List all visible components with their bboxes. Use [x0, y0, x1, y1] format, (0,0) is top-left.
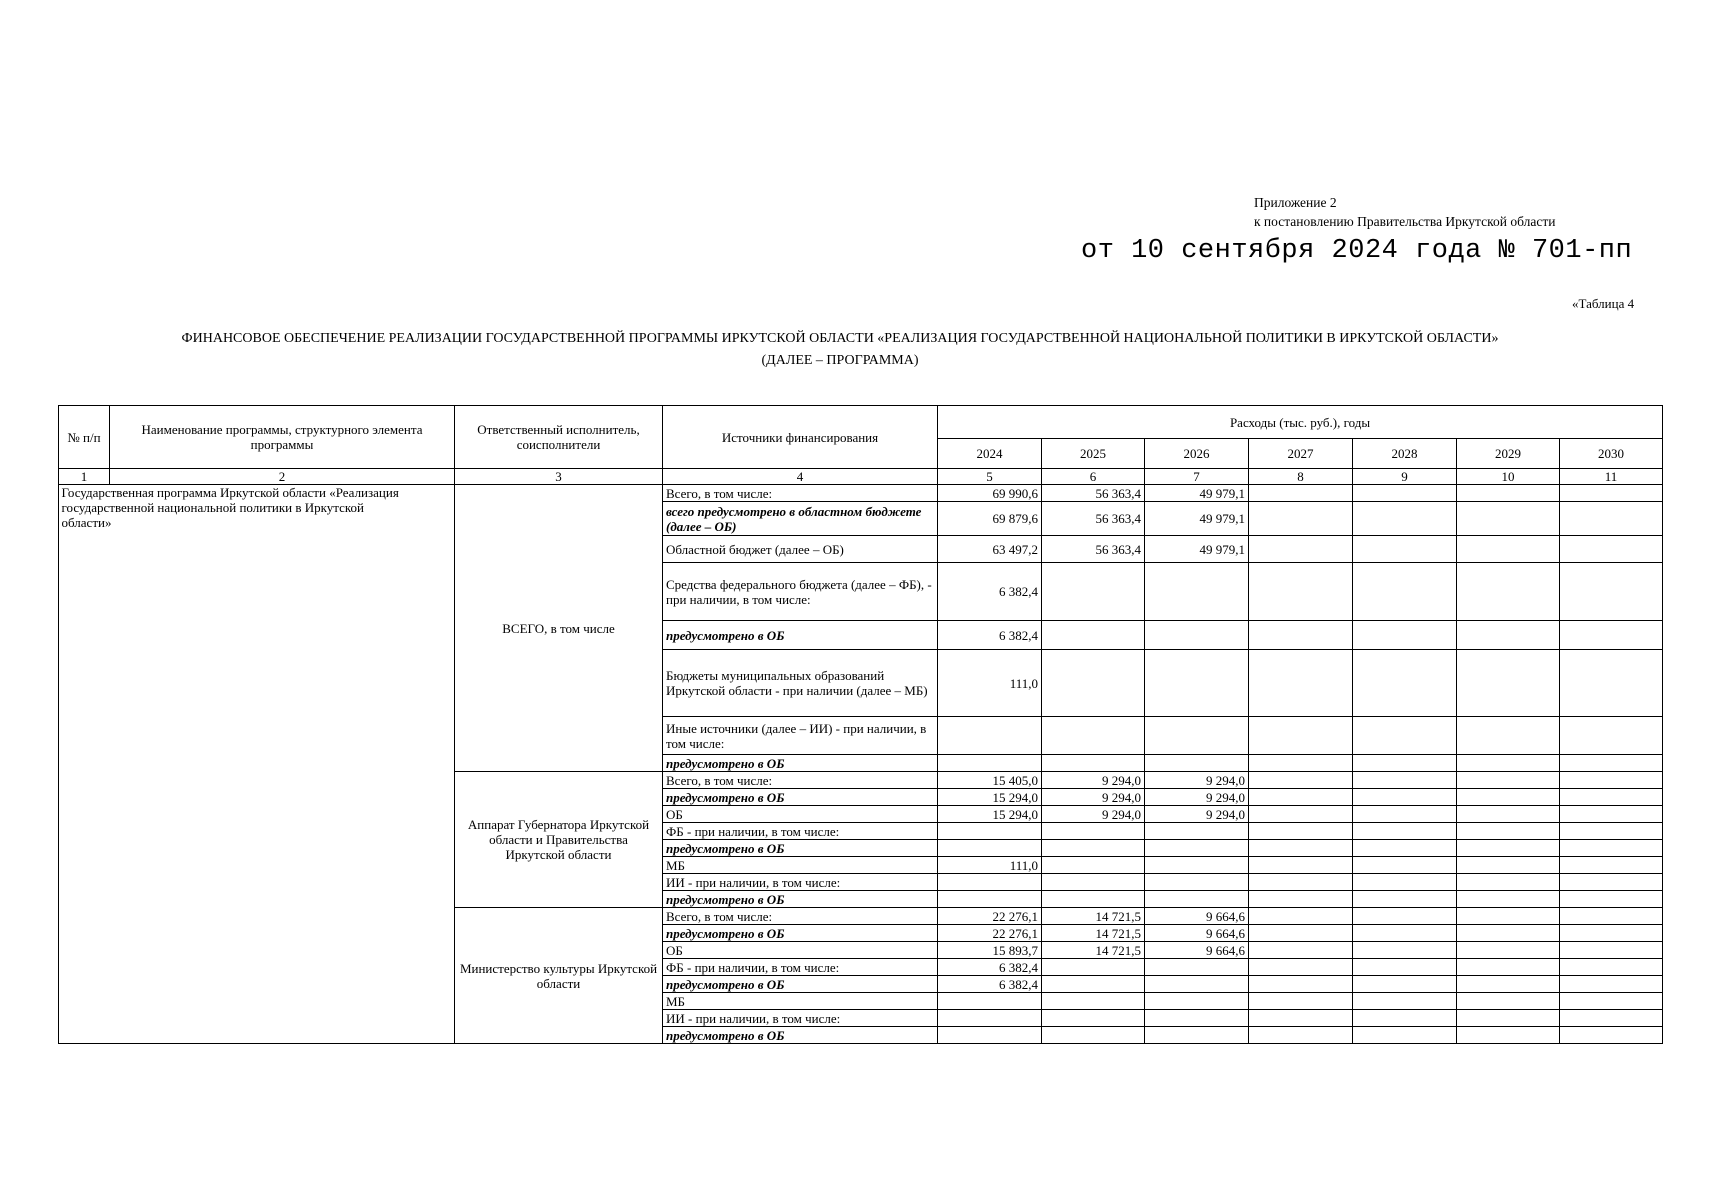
source-cell: предусмотрено в ОБ: [663, 789, 938, 806]
amount-cell: [1457, 857, 1560, 874]
executor-cell: Министерство культуры Иркутской области: [455, 908, 663, 1044]
amount-cell: [1560, 806, 1663, 823]
amount-cell: [1457, 891, 1560, 908]
column-number: 1: [59, 469, 110, 485]
amount-cell: 9 294,0: [1042, 806, 1145, 823]
source-cell: МБ: [663, 857, 938, 874]
source-cell: предусмотрено в ОБ: [663, 840, 938, 857]
source-cell: ИИ - при наличии, в том числе:: [663, 1010, 938, 1027]
column-number: 11: [1560, 469, 1663, 485]
amount-cell: [1145, 1010, 1249, 1027]
column-number: 4: [663, 469, 938, 485]
amount-cell: [1042, 717, 1145, 755]
amount-cell: [1560, 717, 1663, 755]
amount-cell: [1145, 840, 1249, 857]
amount-cell: [1457, 563, 1560, 621]
amount-cell: 9 664,6: [1145, 925, 1249, 942]
amount-cell: 63 497,2: [938, 536, 1042, 563]
amount-cell: 6 382,4: [938, 563, 1042, 621]
amount-cell: [1042, 650, 1145, 717]
amount-cell: [1353, 502, 1457, 536]
amount-cell: [1457, 823, 1560, 840]
amount-cell: [1042, 874, 1145, 891]
document-title-sub: (ДАЛЕЕ – ПРОГРАММА): [761, 353, 919, 368]
source-cell: Всего, в том числе:: [663, 772, 938, 789]
source-cell: Всего, в том числе:: [663, 908, 938, 925]
header-year: 2024: [938, 439, 1042, 469]
amount-cell: [938, 891, 1042, 908]
amount-cell: [1353, 1027, 1457, 1044]
header-year: 2025: [1042, 439, 1145, 469]
amount-cell: [938, 717, 1042, 755]
amount-cell: 111,0: [938, 857, 1042, 874]
amount-cell: [1353, 823, 1457, 840]
amount-cell: [1249, 925, 1353, 942]
amount-cell: [1353, 925, 1457, 942]
document-title: [150, 330, 1530, 370]
source-cell: ФБ - при наличии, в том числе:: [663, 823, 938, 840]
amount-cell: 14 721,5: [1042, 908, 1145, 925]
amount-cell: 9 664,6: [1145, 908, 1249, 925]
amount-cell: [1145, 959, 1249, 976]
decree-date-stamp: от 10 сентября 2024 года № 701-пп: [1081, 236, 1633, 266]
amount-cell: [1249, 563, 1353, 621]
amount-cell: [1457, 717, 1560, 755]
column-number: 10: [1457, 469, 1560, 485]
amount-cell: [1353, 959, 1457, 976]
amount-cell: 9 294,0: [1145, 772, 1249, 789]
header-name: Наименование программы, структурного элемента программы: [110, 406, 455, 469]
amount-cell: [1249, 806, 1353, 823]
amount-cell: [1249, 621, 1353, 650]
amount-cell: [938, 1010, 1042, 1027]
amount-cell: [1042, 993, 1145, 1010]
amount-cell: 56 363,4: [1042, 536, 1145, 563]
amount-cell: [1249, 874, 1353, 891]
amount-cell: 9 294,0: [1042, 789, 1145, 806]
source-cell: Средства федерального бюджета (далее – ФБ), - при наличии, в том числе:: [663, 563, 938, 621]
amount-cell: [1249, 789, 1353, 806]
amount-cell: 14 721,5: [1042, 925, 1145, 942]
amount-cell: [1560, 755, 1663, 772]
amount-cell: 9 294,0: [1145, 806, 1249, 823]
amount-cell: 69 990,6: [938, 485, 1042, 502]
amount-cell: [1457, 840, 1560, 857]
amount-cell: 15 294,0: [938, 789, 1042, 806]
amount-cell: 22 276,1: [938, 908, 1042, 925]
amount-cell: [1042, 891, 1145, 908]
amount-cell: [1560, 840, 1663, 857]
amount-cell: [1457, 650, 1560, 717]
amount-cell: [1560, 857, 1663, 874]
amount-cell: [938, 874, 1042, 891]
amount-cell: 9 294,0: [1042, 772, 1145, 789]
source-cell: Областной бюджет (далее – ОБ): [663, 536, 938, 563]
amount-cell: [1457, 502, 1560, 536]
amount-cell: [1145, 755, 1249, 772]
amount-cell: [1560, 942, 1663, 959]
amount-cell: [1560, 485, 1663, 502]
header-executor: Ответственный исполнитель, соисполнители: [455, 406, 663, 469]
amount-cell: [1560, 959, 1663, 976]
amount-cell: [1560, 621, 1663, 650]
amount-cell: [1457, 789, 1560, 806]
amount-cell: 9 664,6: [1145, 942, 1249, 959]
amount-cell: 56 363,4: [1042, 502, 1145, 536]
amount-cell: [1353, 874, 1457, 891]
program-name: Государственная программа Иркутской области «Реализация государственной национальной политики в Иркутской области»: [62, 485, 407, 1044]
column-number: 3: [455, 469, 663, 485]
amount-cell: [1249, 1027, 1353, 1044]
amount-cell: [1457, 976, 1560, 993]
amount-cell: [1145, 976, 1249, 993]
decree-reference: к постановлению Правительства Иркутской области: [1254, 214, 1556, 229]
column-number: 7: [1145, 469, 1249, 485]
amount-cell: [1560, 976, 1663, 993]
amount-cell: [1560, 789, 1663, 806]
amount-cell: [1560, 891, 1663, 908]
amount-cell: [1457, 1010, 1560, 1027]
amount-cell: [1145, 874, 1249, 891]
source-cell: предусмотрено в ОБ: [663, 976, 938, 993]
amount-cell: [1457, 621, 1560, 650]
amount-cell: [1145, 891, 1249, 908]
amount-cell: [1457, 942, 1560, 959]
amount-cell: [1249, 1010, 1353, 1027]
amount-cell: [1353, 942, 1457, 959]
amount-cell: [1249, 891, 1353, 908]
source-cell: всего предусмотрено в областном бюджете (далее – ОБ): [663, 502, 938, 536]
amount-cell: [1457, 908, 1560, 925]
amount-cell: [1353, 536, 1457, 563]
amount-cell: 15 405,0: [938, 772, 1042, 789]
amount-cell: [1249, 959, 1353, 976]
amount-cell: [1249, 502, 1353, 536]
amount-cell: [1145, 621, 1249, 650]
header-year: 2027: [1249, 439, 1353, 469]
amount-cell: 69 879,6: [938, 502, 1042, 536]
amount-cell: [1249, 772, 1353, 789]
amount-cell: 56 363,4: [1042, 485, 1145, 502]
source-cell: предусмотрено в ОБ: [663, 891, 938, 908]
amount-cell: [1353, 789, 1457, 806]
amount-cell: [1353, 485, 1457, 502]
source-cell: ОБ: [663, 806, 938, 823]
amount-cell: [1560, 993, 1663, 1010]
amount-cell: [1249, 717, 1353, 755]
source-cell: ОБ: [663, 942, 938, 959]
amount-cell: [1042, 621, 1145, 650]
amount-cell: [1249, 993, 1353, 1010]
source-cell: МБ: [663, 993, 938, 1010]
amount-cell: [1145, 563, 1249, 621]
amount-cell: [1457, 755, 1560, 772]
column-number: 5: [938, 469, 1042, 485]
amount-cell: 22 276,1: [938, 925, 1042, 942]
column-number: 9: [1353, 469, 1457, 485]
amount-cell: [1145, 650, 1249, 717]
amount-cell: [1353, 891, 1457, 908]
header-expenses: Расходы (тыс. руб.), годы: [938, 406, 1663, 439]
amount-cell: 15 294,0: [938, 806, 1042, 823]
header-year: 2029: [1457, 439, 1560, 469]
amount-cell: [1249, 823, 1353, 840]
amount-cell: [1457, 806, 1560, 823]
amount-cell: [1353, 993, 1457, 1010]
amount-cell: [1042, 959, 1145, 976]
amount-cell: [1145, 993, 1249, 1010]
amount-cell: [1353, 772, 1457, 789]
amount-cell: [1249, 755, 1353, 772]
amount-cell: 111,0: [938, 650, 1042, 717]
amount-cell: [1249, 857, 1353, 874]
source-cell: предусмотрено в ОБ: [663, 925, 938, 942]
amount-cell: [1560, 1010, 1663, 1027]
amount-cell: [1145, 857, 1249, 874]
header-year: 2028: [1353, 439, 1457, 469]
amount-cell: [1560, 772, 1663, 789]
amount-cell: [1353, 857, 1457, 874]
amount-cell: [1560, 874, 1663, 891]
amount-cell: [1353, 621, 1457, 650]
column-number: 6: [1042, 469, 1145, 485]
amount-cell: [1249, 942, 1353, 959]
amount-cell: [1353, 755, 1457, 772]
source-cell: предусмотрено в ОБ: [663, 621, 938, 650]
source-cell: Всего, в том числе:: [663, 485, 938, 502]
amount-cell: [1042, 755, 1145, 772]
header-source: Источники финансирования: [663, 406, 938, 469]
amount-cell: [1457, 993, 1560, 1010]
amount-cell: 6 382,4: [938, 959, 1042, 976]
amount-cell: [1457, 874, 1560, 891]
amount-cell: [1249, 536, 1353, 563]
amount-cell: [1042, 976, 1145, 993]
column-number: 8: [1249, 469, 1353, 485]
amount-cell: [938, 823, 1042, 840]
source-cell: Бюджеты муниципальных образований Иркутской области - при наличии (далее – МБ): [663, 650, 938, 717]
source-cell: предусмотрено в ОБ: [663, 1027, 938, 1044]
amount-cell: [938, 840, 1042, 857]
amount-cell: 15 893,7: [938, 942, 1042, 959]
amount-cell: 49 979,1: [1145, 536, 1249, 563]
amount-cell: [1042, 1010, 1145, 1027]
source-cell: ФБ - при наличии, в том числе:: [663, 959, 938, 976]
amount-cell: [1042, 857, 1145, 874]
amount-cell: [1457, 925, 1560, 942]
amount-cell: [1560, 502, 1663, 536]
executor-cell: Аппарат Губернатора Иркутской области и Правительства Иркутской области: [455, 772, 663, 908]
amount-cell: [1457, 772, 1560, 789]
financing-table: [58, 405, 1663, 1044]
amount-cell: [938, 755, 1042, 772]
executor-cell: ВСЕГО, в том числе: [455, 485, 663, 772]
amount-cell: [1353, 908, 1457, 925]
financing-table-body: [59, 485, 1663, 1044]
amount-cell: 9 294,0: [1145, 789, 1249, 806]
column-number: 2: [110, 469, 455, 485]
amount-cell: [1145, 1027, 1249, 1044]
amount-cell: [1353, 806, 1457, 823]
appendix-header: [1254, 193, 1555, 231]
amount-cell: 49 979,1: [1145, 485, 1249, 502]
amount-cell: [1249, 650, 1353, 717]
amount-cell: [1249, 976, 1353, 993]
source-cell: Иные источники (далее – ИИ) - при наличии, в том числе:: [663, 717, 938, 755]
amount-cell: [1249, 485, 1353, 502]
header-num: № п/п: [59, 406, 110, 469]
amount-cell: [1457, 485, 1560, 502]
column-number-row: [59, 469, 1663, 485]
table-row: [59, 485, 1663, 502]
header-year: 2030: [1560, 439, 1663, 469]
amount-cell: [1249, 908, 1353, 925]
amount-cell: [1249, 840, 1353, 857]
amount-cell: [1145, 717, 1249, 755]
amount-cell: [1560, 823, 1663, 840]
source-cell: ИИ - при наличии, в том числе:: [663, 874, 938, 891]
amount-cell: [1560, 650, 1663, 717]
amount-cell: [1560, 1027, 1663, 1044]
amount-cell: [1042, 840, 1145, 857]
amount-cell: [1353, 840, 1457, 857]
amount-cell: [1353, 976, 1457, 993]
amount-cell: [1042, 1027, 1145, 1044]
amount-cell: [938, 993, 1042, 1010]
amount-cell: [1145, 823, 1249, 840]
table-reference: «Таблица 4: [1572, 296, 1635, 311]
amount-cell: [1042, 823, 1145, 840]
document-title-main: ФИНАНСОВОЕ ОБЕСПЕЧЕНИЕ РЕАЛИЗАЦИИ ГОСУДАРСТВЕННОЙ ПРОГРАММЫ ИРКУТСКОЙ ОБЛАСТИ «РЕАЛИЗАЦИЯ ГОСУДАРСТВЕННОЙ НАЦИОНАЛЬНОЙ ПОЛИТИКИ В ИРКУТСКОЙ ОБЛАСТИ»: [181, 331, 1499, 346]
amount-cell: [1042, 563, 1145, 621]
amount-cell: [1560, 925, 1663, 942]
amount-cell: [1457, 959, 1560, 976]
amount-cell: [1353, 717, 1457, 755]
amount-cell: 6 382,4: [938, 976, 1042, 993]
amount-cell: 14 721,5: [1042, 942, 1145, 959]
amount-cell: [938, 1027, 1042, 1044]
amount-cell: [1353, 563, 1457, 621]
appendix-label: Приложение 2: [1254, 195, 1337, 210]
amount-cell: 6 382,4: [938, 621, 1042, 650]
amount-cell: 49 979,1: [1145, 502, 1249, 536]
header-year: 2026: [1145, 439, 1249, 469]
source-cell: предусмотрено в ОБ: [663, 755, 938, 772]
amount-cell: [1353, 650, 1457, 717]
amount-cell: [1560, 563, 1663, 621]
amount-cell: [1457, 536, 1560, 563]
amount-cell: [1353, 1010, 1457, 1027]
amount-cell: [1560, 536, 1663, 563]
amount-cell: [1560, 908, 1663, 925]
amount-cell: [1457, 1027, 1560, 1044]
